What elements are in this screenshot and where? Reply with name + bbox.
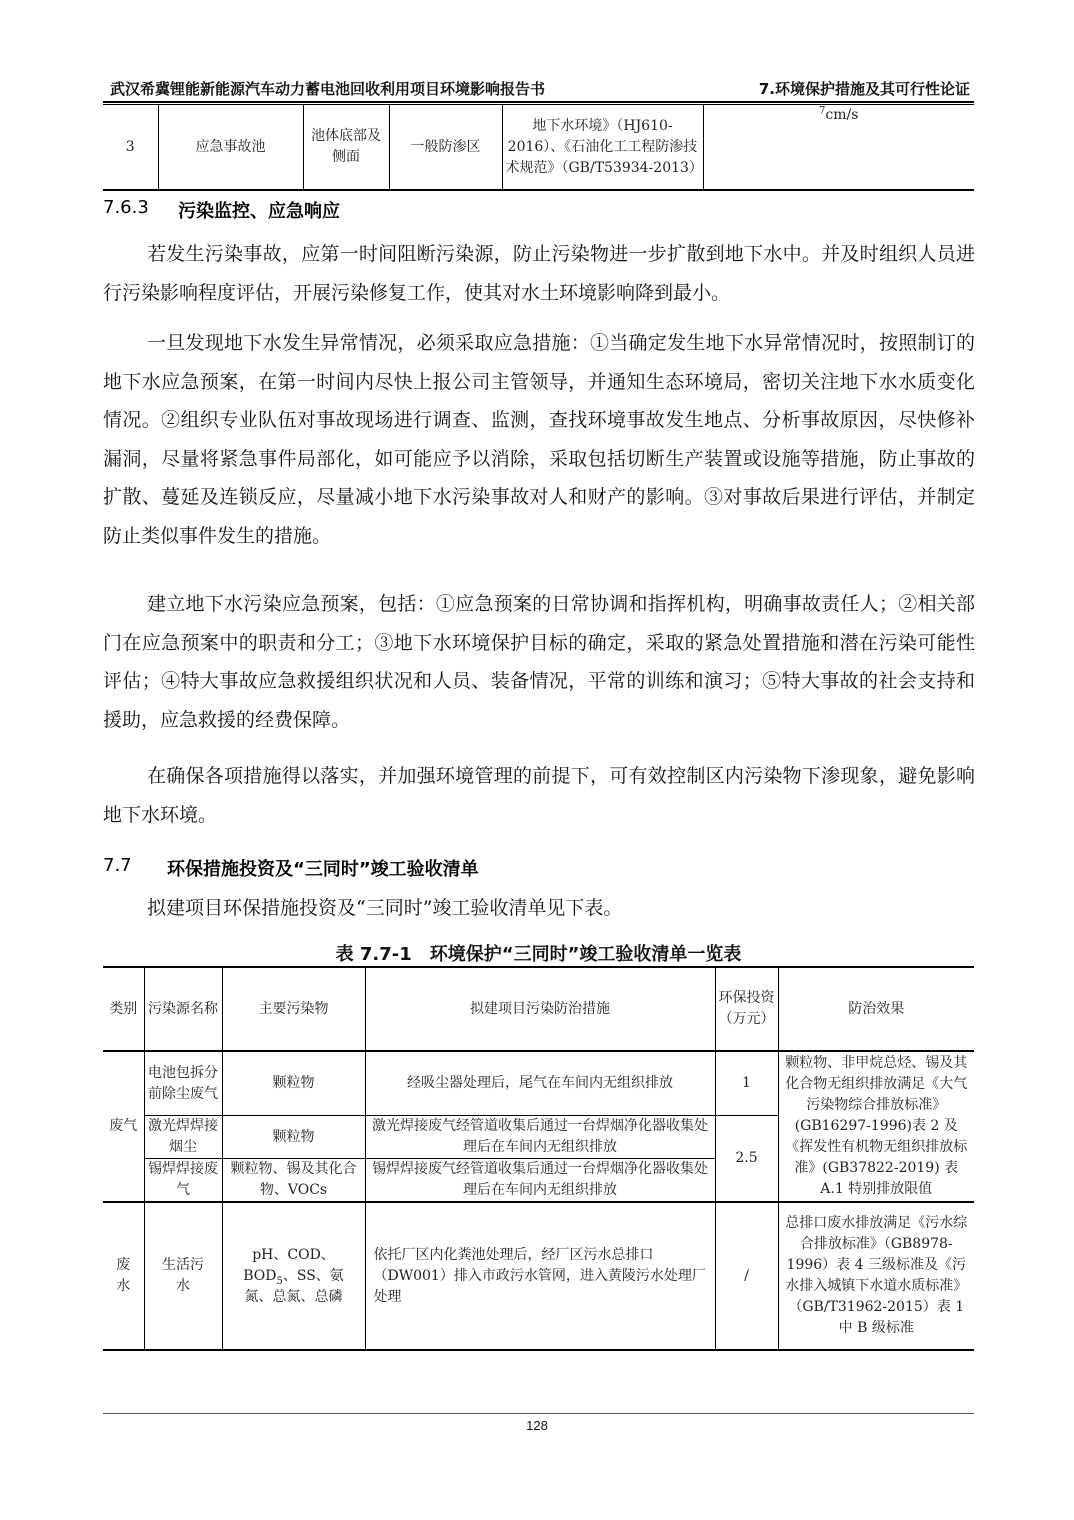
table-row [103, 1202, 974, 1350]
investment-cell: / [715, 1202, 778, 1350]
source-cell: 锡焊焊接废气 [144, 1159, 222, 1203]
pollutant-cell: 颗粒物、锡及其化合物、VOCs [222, 1159, 365, 1203]
row-index: 3 [103, 105, 158, 191]
section-number: 7.7 [103, 855, 132, 876]
pollutant-bod: BOD [243, 1267, 277, 1284]
acceptance-checklist-table [103, 966, 974, 1351]
source-cell: 激光焊焊接烟尘 [144, 1116, 222, 1159]
measure-cell: 经吸尘器处理后，尾气在车间内无组织排放 [365, 1051, 715, 1116]
table-caption: 表 7.7-1 环境保护“三同时”竣工验收清单一览表 [335, 944, 742, 965]
requirement-unit: cm/s [825, 107, 859, 123]
pollutant-cell: 颗粒物 [222, 1051, 365, 1116]
source-cell: 电池包拆分前除尘废气 [144, 1051, 222, 1116]
pollutant-cell: 颗粒物 [222, 1116, 365, 1159]
header-pollutant: 主要污染物 [222, 967, 365, 1051]
header-category: 类别 [103, 967, 144, 1051]
header-report-title: 武汉希冀锂能新能源汽车动力蓄电池回收利用项目环境影响报告书 [110, 80, 546, 98]
section-title: 环保措施投资及“三同时”竣工验收清单 [167, 859, 479, 880]
section-heading-7-6-3 [103, 197, 703, 223]
header-investment: 环保投资（万元） [715, 967, 778, 1051]
section-title: 污染监控、应急响应 [178, 201, 340, 222]
row-facility-name: 应急事故池 [158, 105, 303, 191]
effect-cell: 颗粒物、非甲烷总烃、锡及其化合物无组织排放满足《大气污染物综合排放标准》(GB16297-1996)表 2 及《挥发性有机物无组织排放标准》(GB37822-2019) 表 A.1 特别排放限值 [778, 1051, 974, 1202]
pollutant-text: 、SS、氨氮、总氮、总磷 [244, 1267, 344, 1305]
source-cell: 生活污水 [144, 1202, 222, 1350]
measure-cell: 激光焊接废气经管道收集后通过一台焊烟净化器收集处理后在车间内无组织排放 [365, 1116, 715, 1159]
investment-cell: 2.5 [715, 1116, 778, 1203]
paragraph-4: 在确保各项措施得以落实，并加强环境管理的前提下，可有效控制区内污染物下渗现象，避免影响地下水环境。 [103, 765, 975, 826]
paragraph-1: 若发生污染事故，应第一时间阻断污染源，防止污染物进一步扩散到地下水中。并及时组织人员进行污染影响程度评估，开展污染修复工作，使其对水土环境影响降到最小。 [103, 243, 975, 304]
row-requirement [703, 105, 974, 191]
pollutant-text: pH、COD、 [252, 1246, 335, 1263]
table-row [103, 105, 974, 191]
header-source: 污染源名称 [144, 967, 222, 1051]
category-waste-gas: 废气 [103, 1051, 144, 1202]
footer-rule [103, 1413, 974, 1414]
paragraph-3: 建立地下水污染应急预案，包括：①应急预案的日常协调和指挥机构，明确事故责任人；②相关部门在应急预案中的职责和分工；③地下水环境保护目标的确定，采取的紧急处置措施和潜在污染可能性评估；④特大事故应急救援组织状况和人员、装备情况，平常的训练和演习；⑤特大事故的社会支持和援助，应急救援的经费保障。 [103, 593, 975, 731]
measure-cell: 锡焊焊接废气经管道收集后通过一台焊烟净化器收集处理后在车间内无组织排放 [365, 1159, 715, 1203]
table-intro: 拟建项目环保措施投资及“三同时”竣工验收清单见下表。 [147, 897, 623, 919]
requirement-exponent: 7 [819, 105, 826, 117]
section-heading-7-7 [103, 855, 703, 881]
investment-cell: 1 [715, 1051, 778, 1116]
seepage-zone-table-continued [103, 104, 974, 191]
header-effect: 防治效果 [778, 967, 974, 1051]
effect-cell: 总排口废水排放满足《污水综合排放标准》（GB8978-1996）表 4 三级标准及《污水排入城镇下水道水质标准》（GB/T31962-2015）表 1 中 B 级标准 [778, 1202, 974, 1350]
row-part: 池体底部及侧面 [303, 105, 389, 191]
paragraph-2: 一旦发现地下水发生异常情况，必须采取应急措施：①当确定发生地下水异常情况时，按照制订的地下水应急预案，在第一时间内尽快上报公司主管领导，并通知生态环境局，密切关注地下水水质变化情况。②组织专业队伍对事故现场进行调查、监测，查找环境事故发生地点、分析事故原因，尽快修补漏洞，尽量将紧急事件局部化，如可能应予以消除，采取包括切断生产装置或设施等措施，防止事故的扩散、蔓延及连锁反应，尽量减小地下水污染事故对人和财产的影响。③对事故后果进行评估，并制定防止类似事件发生的措施。 [103, 332, 975, 547]
category-waste-water: 废水 [103, 1202, 144, 1350]
table-header-row [103, 967, 974, 1051]
page-number: 128 [526, 1418, 548, 1433]
section-number: 7.6.3 [103, 197, 149, 218]
row-zone: 一般防渗区 [389, 105, 502, 191]
header-rule [103, 101, 974, 103]
pollutant-bod-subscript: 5 [276, 1275, 283, 1287]
row-standard: 地下水环境》（HJ610-2016）、《石油化工工程防渗技术规范》（GB/T53934-2013） [502, 105, 703, 191]
table-row [103, 1051, 974, 1116]
header-measure: 拟建项目污染防治措施 [365, 967, 715, 1051]
header-chapter-title: 7.环境保护措施及其可行性论证 [758, 80, 970, 98]
pollutant-cell [222, 1202, 365, 1350]
measure-cell: 依托厂区内化粪池处理后，经厂区污水总排口（DW001）排入市政污水管网，进入黄陵污水处理厂处理 [365, 1202, 715, 1350]
